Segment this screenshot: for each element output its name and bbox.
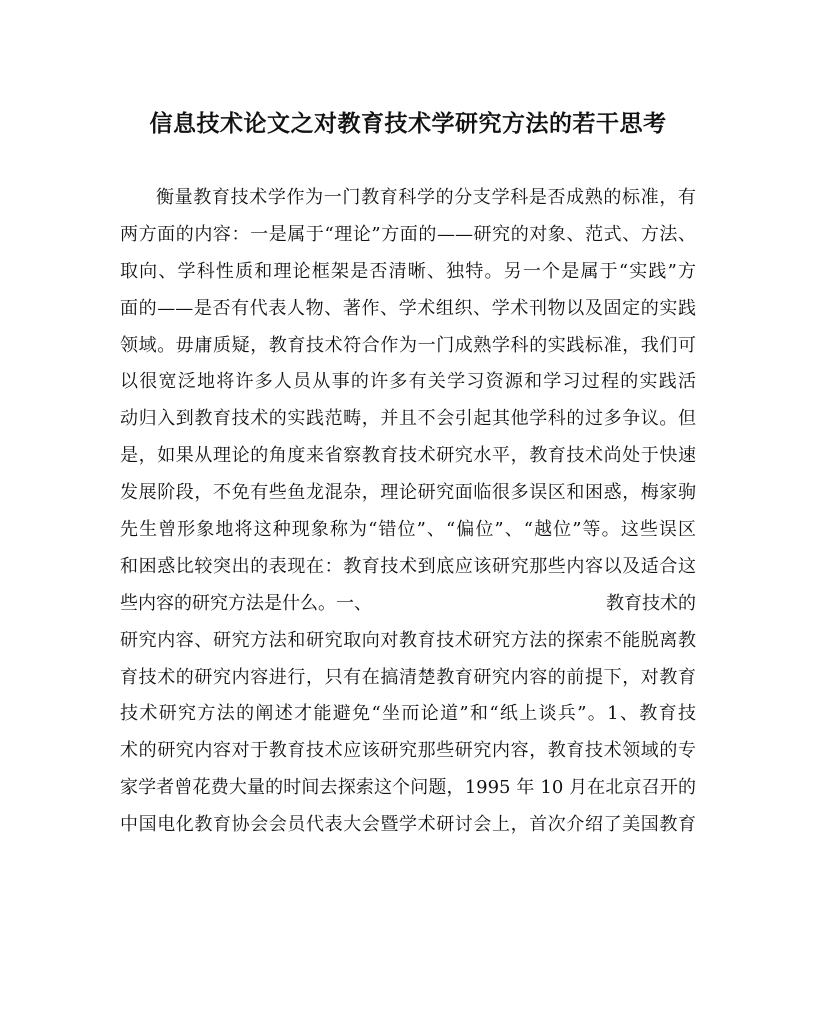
split-line-right: 教育技术的 [606, 592, 696, 614]
text-line: 两方面的内容：一是属于“理论”方面的——研究的对象、范式、方法、 [120, 223, 696, 245]
text-line: 技术研究方法的阐述才能避免“坐而论道”和“纸上谈兵”。1、教育技 [120, 703, 696, 725]
text-line: 动归入到教育技术的实践范畴，并且不会引起其他学科的过多争议。但 [120, 408, 696, 430]
text-line: 是，如果从理论的角度来省察教育技术研究水平，教育技术尚处于快速 [120, 445, 696, 467]
document-body [120, 180, 696, 844]
text-line: 育技术的研究内容进行，只有在搞清楚教育研究内容的前提下，对教育 [120, 666, 696, 688]
text-line: 以很宽泛地将许多人员从事的许多有关学习资源和学习过程的实践活 [120, 371, 696, 393]
text-line: 领域。毋庸质疑，教育技术符合作为一门成熟学科的实践标准，我们可 [120, 334, 696, 356]
text-line: 面的——是否有代表人物、著作、学术组织、学术刊物以及固定的实践 [120, 297, 696, 319]
text-line: 取向、学科性质和理论框架是否清晰、独特。另一个是属于“实践”方 [120, 260, 696, 282]
text-line: 和困惑比较突出的表现在：教育技术到底应该研究那些内容以及适合这 [120, 555, 696, 577]
text-line: 中国电化教育协会会员代表大会暨学术研讨会上，首次介绍了美国教育 [120, 814, 696, 836]
text-line: 家学者曾花费大量的时间去探索这个问题，1995 年 10 月在北京召开的 [120, 777, 696, 799]
text-line: 术的研究内容对于教育技术应该研究那些研究内容，教育技术领域的专 [120, 740, 696, 762]
text-line-split [120, 586, 696, 623]
text-line: 发展阶段，不免有些鱼龙混杂，理论研究面临很多误区和困惑，梅家驹 [120, 482, 696, 504]
text-line: 先生曾形象地将这种现象称为“错位”、“偏位”、“越位”等。这些误区 [120, 519, 696, 541]
split-line-left: 些内容的研究方法是什么。一、 [120, 592, 372, 614]
text-line: 衡量教育技术学作为一门教育科学的分支学科是否成熟的标准，有 [156, 187, 696, 208]
text-line: 研究内容、研究方法和研究取向对教育技术研究方法的探索不能脱离教 [120, 629, 696, 651]
document-title: 信息技术论文之对教育技术学研究方法的若干思考 [149, 110, 667, 137]
